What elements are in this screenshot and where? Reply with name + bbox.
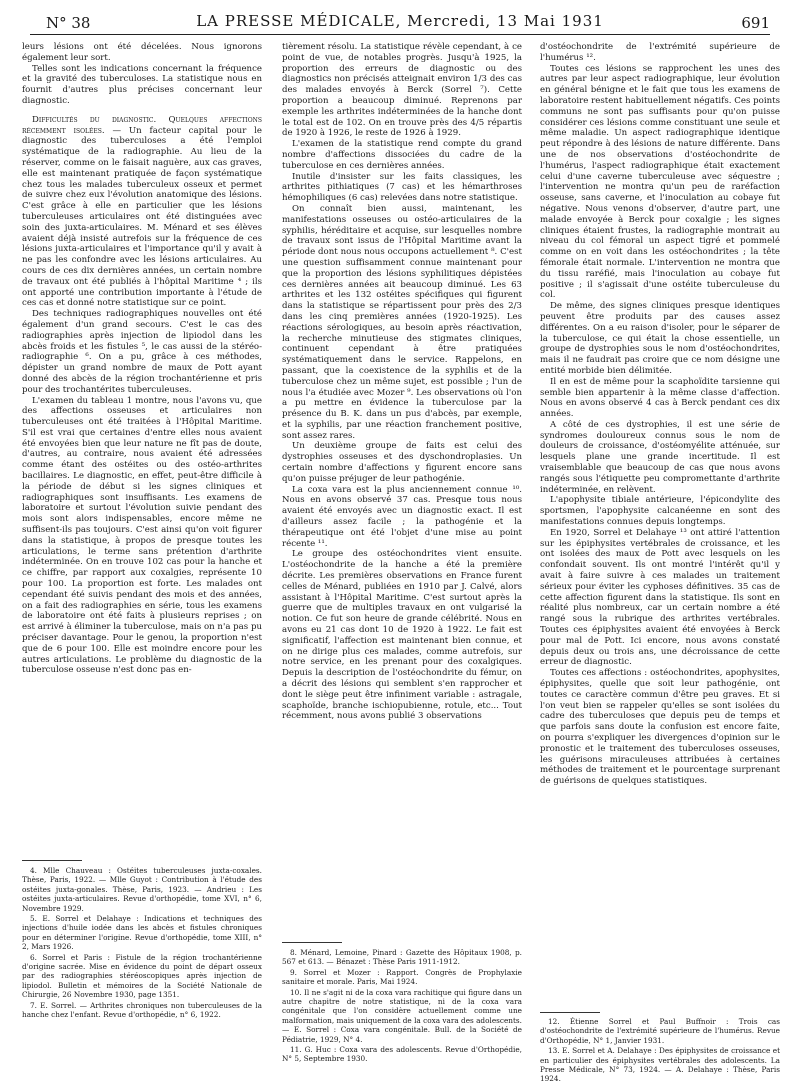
paragraph: L'examen de la statistique rend compte du grand nombre d'affections dissociées du cadre de la tuberculose en ces dernières années. xyxy=(282,139,522,171)
footnotes-col-3 xyxy=(540,1017,780,1085)
footnote-rule xyxy=(22,860,82,861)
column-2 xyxy=(282,42,522,722)
journal-title: LA PRESSE MÉDICALE, Mercredi, 13 Mai 1931 xyxy=(196,12,604,30)
paragraph: La coxa vara est la plus anciennement connue ¹⁰. Nous en avons observé 37 cas. Presque tous nous avaient été envoyés avec un diagnostic exact. Il est d'ailleurs assez facile ; la pathogénie et la thérapeutique ont été l'objet d'une mise au point récente ¹¹. xyxy=(282,484,522,549)
footnote: 4. Mlle Chauveau : Ostéites tuberculeuses juxta-coxales. Thèse, Paris, 1922. — Mlle Guyot : Contribution à l'étude des ostéites juxta-gonales. Thèse, Paris, 1923. — Andrieu : Les ostéites juxta-articulaires. Revue d'orthopédie, tome XVI, n° 6, Novembre 1929. xyxy=(22,866,262,913)
paragraph: leurs lésions ont été décelées. Nous ignorons également leur sort. xyxy=(22,42,262,63)
paragraph: Le groupe des ostéochondrites vient ensuite. L'ostéochondrite de la hanche a été la première décrite. Les premières observations en France furent celles de Ménard, publiées en 1910 par J. Calvé, alors assistant à l'Hôpital Maritime. C'est surtout après la guerre que de multiples travaux en ont vulgarisé la notion. Ce fut son heure de grande célébrité. Nous en avons eu 21 cas dont 10 de 1920 à 1922. Le fait est significatif, l'affection est maintenant bien connue, et on ne dirige plus ces malades, comme autrefois, sur notre service, en les prenant pour des coxalgiques. Depuis la description de l'ostéochondrite du fémur, on a décrit des lésions qui semblent s'en rapprocher et dont le siège peut être infiniment variable : astragale, scaphoïde, branche ischiopubienne, rotule, etc... Tout récemment, nous avons publié 3 observations xyxy=(282,549,522,722)
paragraph: tièrement résolu. La statistique révèle cependant, à ce point de vue, de notables progrès. Jusqu'à 1925, la proportion des erreurs de diagnostic ou des diagnostics non précisés atteignait environ 1/3 des cas des malades envoyés à Berck (Sorrel ⁷). Cette proportion a beaucoup diminué. Reprenons par exemple les arthrites indéterminées de la hanche dont le total est de 102. On en trouve près des 4/5 répartis de 1920 à 1926, le reste de 1926 à 1929. xyxy=(282,42,522,139)
footnote: 11. G. Huc : Coxa vara des adolescents. Revue d'Orthopédie, N° 5, Septembre 1930. xyxy=(282,1045,522,1064)
page-number: 691 xyxy=(741,14,770,32)
paragraph: Toutes ces affections : ostéochondrites, apophysites, épiphysites, quelle que soit leur pathogénie, ont toutes ce caractère commun d'être peu graves. Et si l'on veut bien se rappeler qu'elles se sont isolées du cadre des tuberculoses que depuis peu de temps et que parfois sans doute la confusion est encore faite, on pourra s'expliquer les divergences d'opinion sur le pronostic et le traitement des tuberculoses osseuses, les guérisons miraculeuses attribuées à certaines méthodes de traitement et le pourcentage surprenant de guérisons de quelques statistiques. xyxy=(540,668,780,787)
paragraph: En 1920, Sorrel et Delahaye ¹³ ont attiré l'attention sur les épiphysites vertébrales de croissance, et les ont isolées des maux de Pott avec lesquels on les confondait souvent. Ils ont montré l'intérêt qu'il y avait à faire suivre à ces malades un traitement sérieux pour éviter les cyphoses définitives. 35 cas de cette affection figurent dans la statistique. Ils sont en réalité plus nombreux, car un certain nombre a été rangé sous la rubrique des arthrites vertébrales. Toutes ces épiphysites avaient été envoyées à Berck pour mal de Pott. Ici encore, nous avons constaté depuis deux ou trois ans, une décroissance de cette erreur de diagnostic. xyxy=(540,527,780,668)
footnote: 9. Sorrel et Mozer : Rapport. Congrès de Prophylaxie sanitaire et morale. Paris, Mai 1924. xyxy=(282,967,522,987)
footnotes-col-1 xyxy=(22,866,262,1021)
paragraph: On connaît bien aussi, maintenant, les manifestations osseuses ou ostéo-articulaires de la syphilis, héréditaire et acquise, sur lesquelles nombre de travaux sont issus de l'Hôpital Maritime avant la période dont nous nous occupons actuellement ⁸. C'est une question suffisamment connue maintenant pour que la proportion des lésions syphilitiques dépistées ces dernières années ait beaucoup diminué. Les 63 arthrites et les 132 ostéites spécifiques qui figurent dans la statistique se répartissent pour près des 2/3 dans les cinq premières années (1920-1925). Les réactions sérologiques, au besoin après réactivation, la recherche minutieuse des stigmates cliniques, continuent cependant à être pratiquées systématiquement dans le service. Rappelons, en passant, que la coexistence de la syphilis et de la tuberculose chez un même sujet, est possible ; l'un de nous l'a étudiée avec Mozer ⁹. Les observations où l'on a pu mettre en évidence la tuberculose par la présence du B. K. dans un pus d'abcès, par exemple, et la syphilis, par une réaction franchement positive, sont assez rares. xyxy=(282,203,522,441)
footnote: 6. Sorrel et Paris : Fistule de la région trochantérienne d'origine sacrée. Mise en évidence du point de départ osseux par des radiographies stéréoscopiques après injection de lipiodol. Bulletin et mémoires de la Société Nationale de Chirurgie, 26 Novembre 1930, page 1351. xyxy=(22,952,262,1000)
section-heading: Difficultés du diagnostic. Quelques affections récemment isolées. xyxy=(22,114,262,136)
column-1 xyxy=(22,42,262,676)
paragraph: Inutile d'insister sur les faits classiques, les arthrites pithiatiques (7 cas) et les hémarthroses hémophiliques (6 cas) relevées dans notre statistique. xyxy=(282,171,522,204)
footnote-rule xyxy=(282,942,342,943)
paragraph: L'examen du tableau 1 montre, nous l'avons vu, que des affections osseuses et articulaires non tuberculeuses ont été traitées à l'Hôpital Maritime. S'il est vrai que certaines d'entre elles nous avaient été envoyées bien que leur nature ne fît pas de doute, d'autres, au contraire, nous avaient été adressées comme étant des ostéites ou des ostéo-arthrites bacillaires. Le diagnostic, en effet, peut-être difficile à la période de début si les signes cliniques et radiographiques sont insuffisants. Les examens de laboratoire et surtout l'évolution suivie pendant des mois sont alors indispensables, encore même ne suffisent-ils pas toujours. C'est ainsi qu'on voit figurer dans la statistique, à propos de presque toutes les articulations, le terme sans prétention d'arthrite indéterminée. On en trouve 102 cas pour la hanche et ce chiffre, par rapport aux coxalgies, représente 10 pour 100. La proportion est forte. Les malades ont cependant été suivis pendant des mois et des années, on a fait des radiographies en série, tous les examens de laboratoire ont été faits à plusieurs reprises ; on est arrivé à éliminer la tuberculose, mais on n'a pas pu préciser davantage. Pour le genou, la proportion n'est que de 6 pour 100. Elle est moindre encore pour les autres articulations. Le problème du diagnostic de la tuberculose osseuse n'est donc pas en- xyxy=(22,395,262,676)
footnote: 13. E. Sorrel et A. Delahaye : Des épiphysites de croissance et en particulier des épiphysites vertébrales des adolescents. La Presse Médicale, N° 73, 1924. — A. Delahaye : Thèse, Paris 1924. xyxy=(540,1046,780,1084)
footnote: 5. E. Sorrel et Delahaye : Indications et techniques des injections d'huile iodée dans les abcès et fistules chroniques pour en déterminer l'origine. Revue d'orthopédie, tome XIII, n° 2, Mars 1926. xyxy=(22,914,262,952)
footnote: 7. E. Sorrel. — Arthrites chroniques non tuberculeuses de la hanche chez l'enfant. Revue d'orthopédie, n° 6, 1922. xyxy=(22,1000,262,1020)
paragraph: d'ostéochondrite de l'extrémité supérieure de l'humérus ¹². xyxy=(540,42,780,63)
paragraph: Toutes ces lésions se rapprochent les unes des autres par leur aspect radiographique, leur évolution en général bénigne et le fait que tous les examens de laboratoire restent habituellement négatifs. Ces points communs ne sont pas suffisants pour qu'on puisse considérer ces lésions comme constituant une seule et même maladie. Un aspect radiographique identique peut répondre à des lésions de nature différente. Dans une de nos observations d'ostéochondrite de l'humérus, l'aspect radiographique était exactement celui d'une caverne tuberculeuse avec séquestre ; l'intervention ne montra qu'un peu de raréfaction osseuse, sans caverne, et l'inoculation au cobaye fut négative. Nous venons d'observer, d'autre part, une malade envoyée à Berck pour coxalgie ; les signes cliniques étaient frustes, la radiographie montrait au niveau du col fémoral un aspect tigré et pommelé comme on en voit dans les ostéochondrites ; la tête fémorale était normale. L'intervention ne montra que du tissu raréfié, mais l'inoculation au cobaye fut positive ; il s'agissait d'une ostéite tuberculeuse du col. xyxy=(540,63,780,301)
paragraph: De même, des signes cliniques presque identiques peuvent être produits par des causes assez différentes. On a eu raison d'isoler, pour le séparer de la tuberculose, ce qui était la chose essentielle, un groupe de dystrophies sous le nom d'ostéochondrites, mais il ne faudrait pas croire que ce nom désigne une entité morbide bien délimitée. xyxy=(540,301,780,376)
paragraph: A côté de ces dystrophies, il est une série de syndromes douloureux connus sous le nom de douleurs de croissance, d'ostéomyélite atténuée, sur lesquels plane une grande incertitude. Il est vraisemblable que beaucoup de cas que nous avons rangés sous l'étiquette peu compromettante d'arthrite indéterminée, en relèvent. xyxy=(540,419,780,495)
paragraph: Il en est de même pour la scaphoïdite tarsienne qui semble bien appartenir à la même classe d'affection. Nous en avons observé 4 cas à Berck pendant ces dix années. xyxy=(540,376,780,420)
footnote: 8. Ménard, Lemoine, Pinard : Gazette des Hôpitaux 1908, p. 567 et 613. — Bénazet : Thèse Paris 1911-1912. xyxy=(282,948,522,967)
paragraph: Un deuxième groupe de faits est celui des dystrophies osseuses et des dyschondroplasies. Un certain nombre d'affections y figurent encore sans qu'on puisse préjuger de leur pathogénie. xyxy=(282,441,522,484)
paragraph: L'apophysite tibiale antérieure, l'épicondylite des sportsmen, l'apophysite calcanéenne en sont des manifestations connues depuis longtemps. xyxy=(540,495,780,528)
column-3 xyxy=(540,42,780,787)
page-header xyxy=(30,10,770,32)
paragraph: Des techniques radiographiques nouvelles ont été également d'un grand secours. C'est le cas des radiographies après injection de lipiodol dans les abcès froids et les fistules ⁵, le cas aussi de la stéréo-radiographie ⁶. On a pu, grâce à ces méthodes, dépister un grand nombre de maux de Pott ayant donné des abcès de la région trochantérienne et pris pour des trochantérites tuberculeuses. xyxy=(22,309,262,395)
issue-number: N° 38 xyxy=(46,14,91,32)
footnote: 12. Étienne Sorrel et Paul Buffnoir : Trois cas d'ostéochondrite de l'extrémité supérieure de l'humérus. Revue d'Orthopédie, N° 1, Janvier 1931. xyxy=(540,1017,780,1045)
paragraph-text: — Un facteur capital pour le diagnostic des tuberculoses a été l'emploi systématique de la radiographie. Au lieu de la réserver, comme on le faisait naguère, aux cas graves, elle est maintenant pratiquée de façon systématique chez tous les malades tuberculeux osseux et permet de suivre chez eux l'évolution anatomique des lésions. C'est grâce à elle en particulier que les lésions tuberculeuses articulaires ont été distinguées avec soin des juxta-articulaires. M. Ménard et ses élèves avaient déjà insisté autrefois sur la fréquence de ces lésions juxta-articulaires et l'importance qu'il y avait à ne pas les confondre avec les lésions articulaires. Au cours de ces dix dernières années, un certain nombre de travaux ont été publiés à l'hôpital Maritime ⁴ ; ils ont apporté une contribution importante à l'étude de ces cas et donné notre statistique sur ce point. xyxy=(22,125,262,309)
footnote-rule xyxy=(540,1012,600,1013)
section-paragraph xyxy=(22,115,262,309)
paragraph: Telles sont les indications concernant la fréquence et la gravité des tuberculoses. La statistique nous en fournit d'autres plus précises concernant leur diagnostic. xyxy=(22,63,262,106)
footnotes-col-2 xyxy=(282,948,522,1065)
header-rule xyxy=(30,34,770,35)
footnote: 10. Il ne s'agit ni de la coxa vara rachitique qui figure dans un autre chapitre de notre statistique, ni de la coxa vara congénitale que l'on considère actuellement comme une malformation, mais uniquement de la coxa vara des adolescents. — E. Sorrel : Coxa vara congénitale. Bull. de la Société de Pédiatrie, 1929, N° 4. xyxy=(282,987,522,1044)
